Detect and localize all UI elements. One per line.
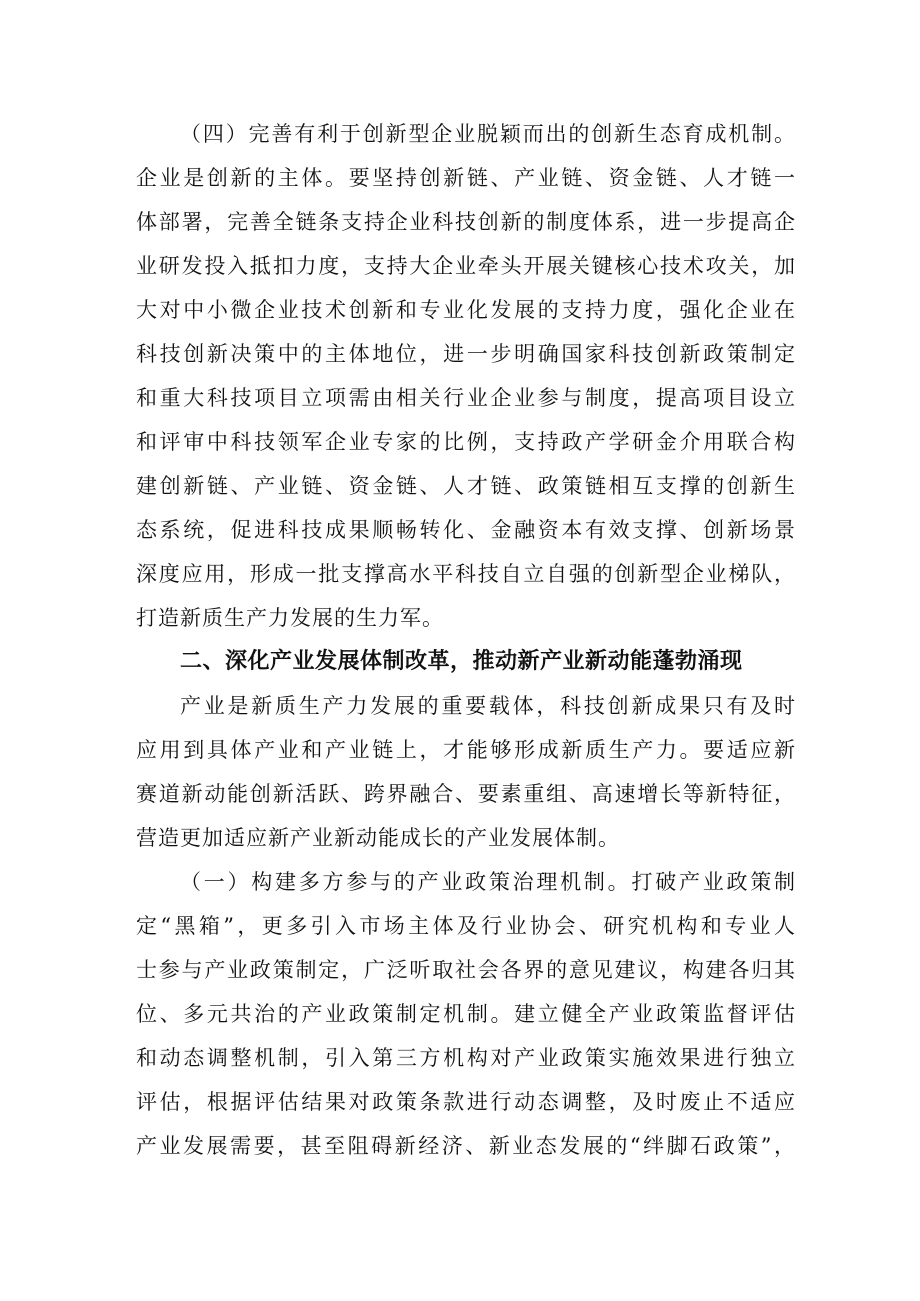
section4-line-3: 体部署，完善全链条支持企业科技创新的制度体系，进一步提高企 <box>136 210 796 234</box>
section1-line-7: 产业发展需要，甚至阻碍新经济、新业态发展的“绊脚石政策”， <box>136 1134 796 1158</box>
section4-line-4: 业研发投入抵扣力度，支持大企业牵头开展关键核心技术攻关，加 <box>136 254 796 278</box>
section4-line-11: 深度应用，形成一批支撑高水平科技自立自强的创新型企业梯队， <box>136 562 796 586</box>
section4-line-5: 大对中小微企业技术创新和专业化发展的支持力度，强化企业在 <box>136 298 796 322</box>
intro-line-2: 应用到具体产业和产业链上，才能够形成新质生产力。要适应新 <box>136 738 796 762</box>
section4-line-2: 企业是创新的主体。要坚持创新链、产业链、资金链、人才链一 <box>136 166 796 190</box>
section4-line-10: 态系统，促进科技成果顺畅转化、金融资本有效支撑、创新场景 <box>136 518 796 542</box>
section4-line-6: 科技创新决策中的主体地位，进一步明确国家科技创新政策制定 <box>136 342 796 366</box>
section4-line-12: 打造新质生产力发展的生力军。 <box>136 606 444 630</box>
section1-line-5: 和动态调整机制，引入第三方机构对产业政策实施效果进行独立 <box>136 1046 796 1070</box>
intro-line-1: 产业是新质生产力发展的重要载体，科技创新成果只有及时 <box>180 694 796 718</box>
section1-line-3: 士参与产业政策制定，广泛听取社会各界的意见建议，构建各归其 <box>136 958 796 982</box>
section4-line-1: （四）完善有利于创新型企业脱颖而出的创新生态育成机制。 <box>180 122 796 146</box>
section1-line-2: 定“黑箱”，更多引入市场主体及行业协会、研究机构和专业人 <box>136 914 796 938</box>
section4-line-9: 建创新链、产业链、资金链、人才链、政策链相互支撑的创新生 <box>136 474 796 498</box>
section4-line-7: 和重大科技项目立项需由相关行业企业参与制度，提高项目设立 <box>136 386 796 410</box>
intro-line-4: 营造更加适应新产业新动能成长的产业发展体制。 <box>136 826 620 850</box>
intro-line-3: 赛道新动能创新活跃、跨界融合、要素重组、高速增长等新特征， <box>136 782 796 806</box>
section-heading: 二、深化产业发展体制改革，推动新产业新动能蓬勃涌现 <box>180 649 743 674</box>
section1-line-6: 评估，根据评估结果对政策条款进行动态调整，及时废止不适应 <box>136 1090 796 1114</box>
section1-line-4: 位、多元共治的产业政策制定机制。建立健全产业政策监督评估 <box>136 1002 796 1026</box>
section4-line-8: 和评审中科技领军企业专家的比例，支持政产学研金介用联合构 <box>136 430 796 454</box>
section1-line-1: （一）构建多方参与的产业政策治理机制。打破产业政策制 <box>180 870 796 894</box>
